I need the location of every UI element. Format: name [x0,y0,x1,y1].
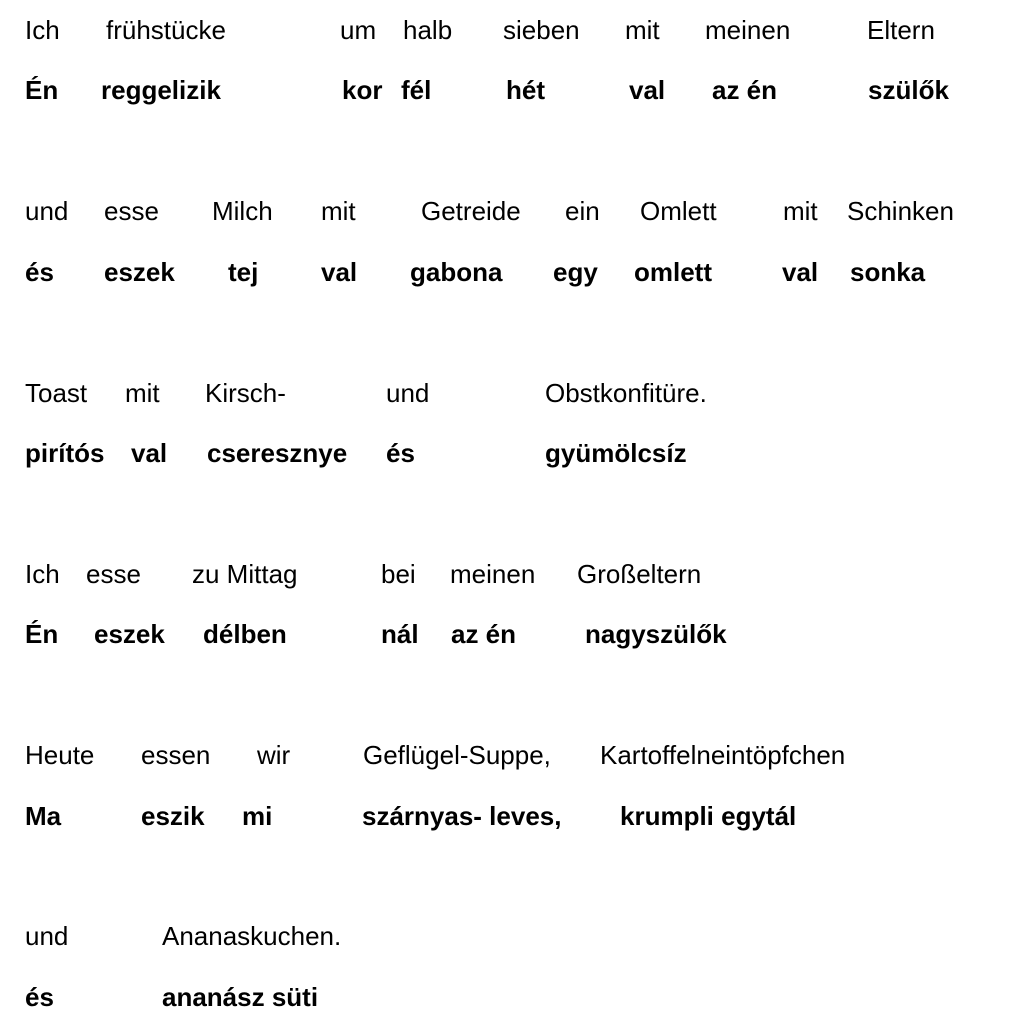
german-line-3 [0,373,1020,413]
hungarian-line-6 [0,977,1020,1017]
german-word: bei [381,559,416,589]
german-word: Kirsch- [205,378,286,408]
german-word: Ich [25,15,60,45]
german-word: Großeltern [577,559,702,589]
hungarian-word: kor [342,75,383,105]
german-word: und [25,196,69,226]
german-word: halb [403,15,453,45]
hungarian-word: val [131,438,168,468]
hungarian-line-5 [0,796,1020,836]
german-word: mit [625,15,660,45]
german-word: Omlett [640,196,717,226]
german-word: Milch [212,196,273,226]
hungarian-word: mi [242,801,273,831]
hungarian-word: nál [381,619,419,649]
german-word: Obstkonfitüre. [545,378,707,408]
hungarian-word: nagyszülők [585,619,727,649]
hungarian-line-4 [0,614,1020,654]
hungarian-word: hét [506,75,545,105]
german-line-4 [0,554,1020,594]
hungarian-word: fél [401,75,432,105]
german-line-6 [0,916,1020,956]
german-word: und [386,378,430,408]
german-word: zu Mittag [192,559,298,589]
hungarian-word: cseresznye [207,438,348,468]
german-word: Ich [25,559,60,589]
hungarian-word: val [321,257,358,287]
hungarian-word: tej [228,257,259,287]
hungarian-word: és [386,438,415,468]
german-word: mit [125,378,160,408]
german-word: frühstücke [106,15,226,45]
hungarian-word: gyümölcsíz [545,438,687,468]
german-word: Ananaskuchen. [162,921,342,951]
german-word: wir [257,740,291,770]
hungarian-line-2 [0,252,1020,292]
german-word: sieben [503,15,580,45]
hungarian-word: az én [712,75,778,105]
hungarian-word: délben [203,619,287,649]
german-word: Getreide [421,196,521,226]
german-word: meinen [705,15,791,45]
german-word: und [25,921,69,951]
hungarian-word: gabona [410,257,503,287]
german-line-1 [0,10,1020,50]
hungarian-line-3 [0,433,1020,473]
hungarian-word: reggelizik [101,75,221,105]
hungarian-word: eszek [104,257,175,287]
hungarian-word: az én [451,619,517,649]
german-word: Heute [25,740,95,770]
german-word: um [340,15,377,45]
hungarian-line-1 [0,70,1020,110]
german-word: meinen [450,559,536,589]
hungarian-word: ananász süti [162,982,319,1012]
german-word: Eltern [867,15,935,45]
hungarian-word: egy [553,257,598,287]
hungarian-word: omlett [634,257,712,287]
hungarian-word: és [25,257,54,287]
german-word: essen [141,740,211,770]
hungarian-word: krumpli egytál [620,801,797,831]
hungarian-word: sonka [850,257,926,287]
german-word: Kartoffelneintöpfchen [600,740,846,770]
hungarian-word: val [629,75,666,105]
hungarian-word: pirítós [25,438,105,468]
german-word: mit [321,196,356,226]
german-word: Geflügel-Suppe, [363,740,551,770]
hungarian-word: szülők [868,75,949,105]
german-line-2 [0,191,1020,231]
hungarian-word: Ma [25,801,62,831]
hungarian-word: Én [25,619,59,649]
hungarian-word: szárnyas- leves, [362,801,562,831]
german-word: esse [104,196,159,226]
hungarian-word: és [25,982,54,1012]
hungarian-word: Én [25,75,59,105]
german-word: ein [565,196,600,226]
hungarian-word: eszik [141,801,205,831]
german-word: Toast [25,378,88,408]
hungarian-word: eszek [94,619,165,649]
german-word: Schinken [847,196,954,226]
german-word: esse [86,559,141,589]
hungarian-word: val [782,257,819,287]
german-word: mit [783,196,818,226]
german-line-5 [0,735,1020,775]
